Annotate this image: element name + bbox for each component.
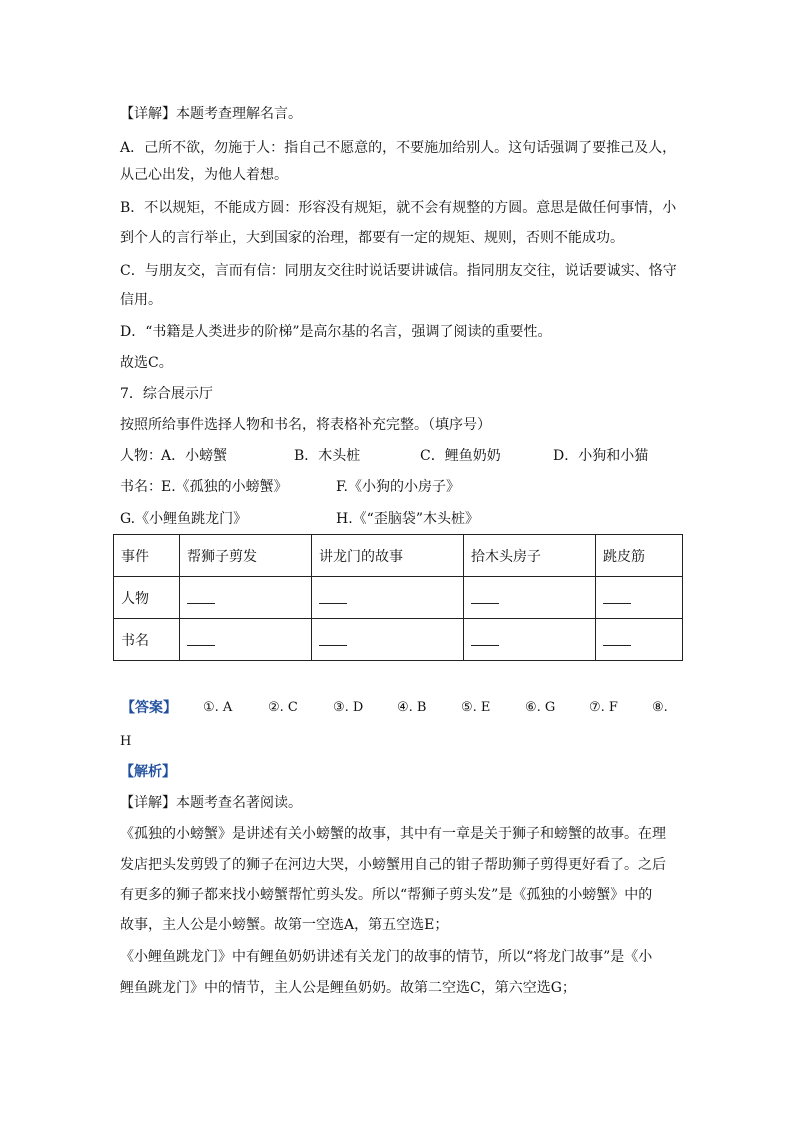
character-b: B．木头桩	[294, 448, 361, 464]
paragraph-1-line-3: 有更多的狮子都来找小螃蟹帮忙剪头发。所以“帮狮子剪头发”是《孤独的小螃蟹》中的	[120, 887, 653, 903]
paragraph-1-line-1: 《孤独的小螃蟹》是讲述有关小螃蟹的故事，其中有一章是关于狮子和螃蟹的故事。在理	[120, 826, 666, 842]
answer-tag: 【答案】	[121, 700, 177, 716]
paragraph-2-line-1: 《小鲤鱼跳龙门》中有鲤鱼奶奶讲述有关龙门的故事的情节，所以“将龙门故事”是《小	[120, 949, 653, 965]
table-header-cell: 事件	[114, 535, 180, 577]
character-c: C．鲤鱼奶奶	[420, 448, 501, 464]
answer-item: ①. A	[203, 700, 233, 715]
row-label-person: 人物	[114, 577, 180, 619]
detail-tag: 【详解】	[120, 795, 176, 811]
answer-blank[interactable]	[180, 577, 312, 619]
table-row	[114, 577, 683, 619]
book-f: F.《小狗的小房子》	[336, 479, 460, 495]
option-d-line-1: D．“书籍是人类进步的阶梯”是高尔基的名言，强调了阅读的重要性。	[120, 324, 552, 340]
answer-blank[interactable]	[464, 577, 596, 619]
table-header-cell: 帮狮子剪发	[180, 535, 312, 577]
answer-item: ②. C	[268, 700, 298, 715]
answer-item: ⑦. F	[589, 700, 618, 715]
analysis-tag: 【解析】	[120, 764, 176, 780]
answer-blank[interactable]	[312, 619, 464, 661]
book-e: E.《孤独的小螃蟹》	[161, 479, 288, 495]
row-label-book: 书名	[114, 619, 180, 661]
answer-blank[interactable]	[180, 619, 312, 661]
answer-tail: H	[120, 734, 132, 749]
books-label: 书名：	[120, 479, 162, 495]
detail-tag: 【详解】	[120, 106, 176, 122]
answer-item: ⑧.	[652, 700, 668, 715]
choose-answer-1: 故选C。	[120, 355, 173, 371]
paragraph-1-line-2: 发店把头发剪毁了的狮子在河边大哭，小螃蟹用自己的钳子帮助狮子剪得更好看了。之后	[120, 857, 666, 873]
characters-label: 人物：	[120, 448, 162, 464]
table-header-cell: 跳皮筋	[596, 535, 683, 577]
book-h: H.《“歪脑袋”木头桩》	[336, 511, 479, 527]
paragraph-2-line-2: 鲤鱼跳龙门》中的情节，主人公是鲤鱼奶奶。故第二空选C，第六空选G；	[120, 980, 576, 996]
character-d: D．小狗和小猫	[553, 448, 649, 464]
detail-text: 本题考查理解名言。	[176, 106, 302, 122]
table-header-row	[114, 535, 683, 577]
option-a-line-1: A．己所不欲，勿施于人：指自己不愿意的，不要施加给别人。这句话强调了要推己及人，	[120, 140, 677, 156]
answer-blank[interactable]	[596, 619, 683, 661]
option-b-line-2: 到个人的言行举止，大到国家的治理，都要有一定的规矩、规则，否则不能成功。	[120, 230, 624, 246]
option-c-line-1: C．与朋友交，言而有信：同朋友交往时说话要讲诚信。指同朋友交往，说话要诚实、恪守	[120, 263, 677, 279]
paragraph-1-line-4: 故事，主人公是小螃蟹。故第一空选A，第五空选E；	[120, 917, 449, 933]
table-header-cell: 拾木头房子	[464, 535, 596, 577]
character-a: A．小螃蟹	[161, 448, 228, 464]
answer-item: ⑤. E	[461, 700, 491, 715]
detail-text: 本题考查名著阅读。	[176, 795, 302, 811]
detail-line-1	[120, 104, 302, 124]
question-7-title: 7．综合展示厅	[120, 386, 213, 402]
answer-item: ⑥. G	[525, 700, 556, 715]
detail-line-2	[120, 793, 302, 813]
answer-blank[interactable]	[464, 619, 596, 661]
events-table	[113, 534, 683, 661]
table-row	[114, 619, 683, 661]
book-g: G.《小鲤鱼跳龙门》	[120, 511, 248, 527]
answer-blank[interactable]	[596, 577, 683, 619]
answer-blank[interactable]	[312, 577, 464, 619]
option-a-line-2: 从己心出发，为他人着想。	[120, 167, 288, 183]
option-b-line-1: B．不以规矩，不能成方圆：形容没有规矩，就不会有规整的方圆。意思是做任何事情，小	[120, 200, 677, 216]
answer-item: ③. D	[333, 700, 364, 715]
table-header-cell: 讲龙门的故事	[312, 535, 464, 577]
answer-item: ④. B	[397, 700, 427, 715]
option-c-line-2: 信用。	[120, 292, 162, 308]
question-7-instruction: 按照所给事件选择人物和书名，将表格补充完整。（填序号）	[120, 417, 491, 433]
